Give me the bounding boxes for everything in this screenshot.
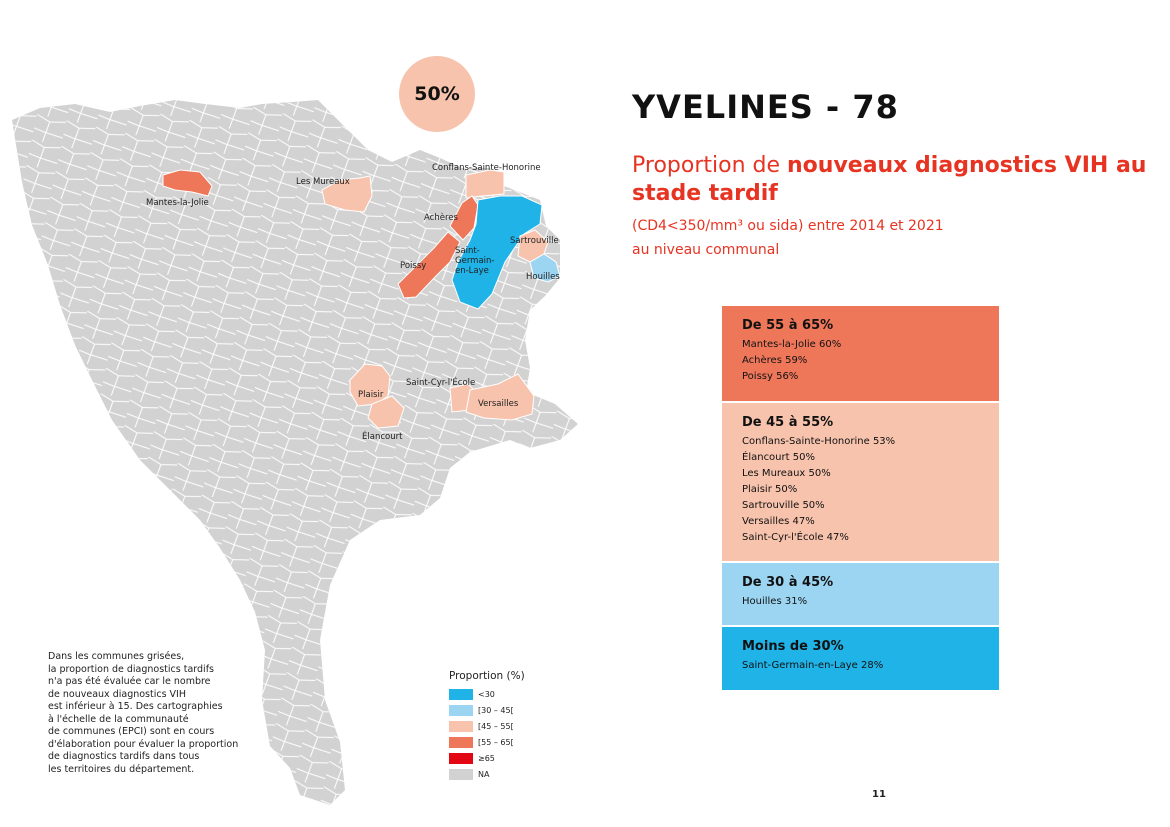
label-conflans: Conflans-Sainte-Honorine <box>432 163 541 173</box>
caption-line: de diagnostics tardifs dans tous <box>48 751 200 762</box>
label-sgel-1: Saint- <box>455 246 480 256</box>
label-sgel-2: Germain- <box>455 256 495 266</box>
panel-heading: Moins de 30% <box>742 639 844 654</box>
panel-heading: De 45 à 55% <box>742 415 834 430</box>
commune-conflans[interactable] <box>466 170 504 198</box>
panel-heading: De 30 à 45% <box>742 575 834 590</box>
caption-line: est inférieur à 15. Des cartographies <box>48 701 223 712</box>
legend-item <box>449 768 489 781</box>
panel-item: Plaisir 50% <box>742 484 798 495</box>
label-elancourt: Élancourt <box>362 432 403 442</box>
legend-swatch <box>449 689 473 700</box>
page-title: YVELINES - 78 <box>632 88 899 126</box>
panel-item: Conflans-Sainte-Honorine 53% <box>742 436 896 447</box>
legend-item <box>449 688 495 701</box>
panel-item: Saint-Germain-en-Laye 28% <box>742 660 884 671</box>
caption-line: de communes (EPCI) sont en cours <box>48 726 215 737</box>
label-poissy: Poissy <box>400 261 427 271</box>
caption-line: Dans les communes grisées, <box>48 651 185 662</box>
panel-heading: De 55 à 65% <box>742 318 834 333</box>
subtitle-line3: au niveau communal <box>632 242 780 258</box>
legend-swatch <box>449 769 473 780</box>
panel-lt-30 <box>722 627 999 690</box>
panel-item: Houilles 31% <box>742 596 808 607</box>
subtitle-line2: (CD4<350/mm³ ou sida) entre 2014 et 2021 <box>632 218 944 234</box>
subtitle-detail <box>632 214 944 262</box>
panel-item: Achères 59% <box>742 355 808 366</box>
legend-item <box>449 752 495 765</box>
panel-item: Versailles 47% <box>742 516 815 527</box>
panel-45-55 <box>722 403 999 561</box>
caption-line: d'élaboration pour évaluer la proportion <box>48 738 239 750</box>
subtitle <box>632 152 1170 208</box>
caption-note <box>48 651 253 776</box>
legend-title: Proportion (%) <box>449 670 525 682</box>
panel-item: Les Mureaux 50% <box>742 468 831 479</box>
label-mureaux: Les Mureaux <box>296 177 350 187</box>
panel-item: Saint-Cyr-l'École 47% <box>742 532 849 543</box>
label-versailles: Versailles <box>478 399 519 409</box>
label-sgel-3: en-Laye <box>455 266 489 276</box>
percentage-badge: 50% <box>399 56 475 132</box>
caption-line: de nouveaux diagnostics VIH <box>48 688 187 700</box>
legend-item <box>449 720 514 733</box>
label-saint-cyr: Saint-Cyr-l'École <box>406 378 476 388</box>
caption-line: les territoires du département. <box>48 763 195 775</box>
subtitle-part1: Proportion de <box>632 153 787 178</box>
legend-swatch <box>449 705 473 716</box>
legend-swatch <box>449 753 473 764</box>
label-mantes: Mantes-la-Jolie <box>146 198 209 208</box>
panel-item: Mantes-la-Jolie 60% <box>742 339 842 350</box>
panel-item: Élancourt 50% <box>742 452 815 463</box>
label-sartrouville: Sartrouville <box>510 236 559 246</box>
legend-item <box>449 736 514 749</box>
legend-swatch <box>449 721 473 732</box>
panel-30-45 <box>722 563 999 625</box>
label-houilles: Houilles <box>526 272 560 282</box>
legend-item <box>449 704 514 717</box>
caption-line: à l'échelle de la communauté <box>48 713 189 725</box>
label-acheres: Achères <box>424 213 458 223</box>
legend-label: [55 – 65[ <box>478 738 514 747</box>
panel-item: Poissy 56% <box>742 371 799 382</box>
legend-label: <30 <box>478 690 495 699</box>
legend-label: [45 – 55[ <box>478 722 514 731</box>
caption-line: la proportion de diagnostics tardifs <box>48 663 214 675</box>
subtitle-bold: nouveaux diagnostics VIH au stade tardif <box>632 153 1147 206</box>
panel-55-65 <box>722 306 999 401</box>
legend-label: NA <box>478 770 490 779</box>
page-number: 11 <box>872 789 886 800</box>
panel-item: Sartrouville 50% <box>742 500 825 511</box>
label-plaisir: Plaisir <box>358 390 384 400</box>
legend-label: [30 – 45[ <box>478 706 514 715</box>
legend-label: ≥65 <box>478 754 495 763</box>
legend-swatch <box>449 737 473 748</box>
caption-line: n'a pas été évaluée car le nombre <box>48 676 211 687</box>
